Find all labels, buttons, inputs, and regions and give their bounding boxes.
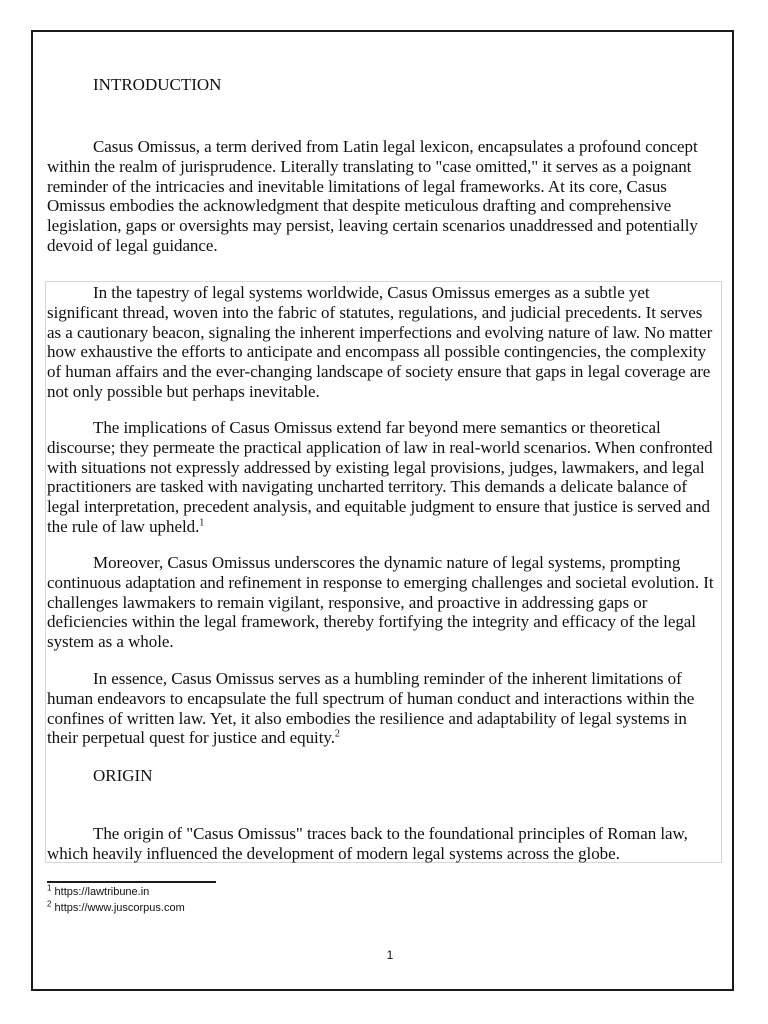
paragraph-1: Casus Omissus, a term derived from Latin legal lexicon, encapsulates a profound concept within the realm of jurisprudence. Literally translating to "case omitted," it serves as a poignant reminder of the intricacies and inevitable limitations of legal frameworks. At its core, Casus Omissus embodies the acknowledgment that despite meticulous drafting and comprehensive legislation, gaps or oversights may persist, leaving certain scenarios unaddressed and potentially devoid of legal guidance. <box>47 137 698 255</box>
heading-origin: ORIGIN <box>93 766 153 785</box>
paragraph-2: In the tapestry of legal systems worldwide, Casus Omissus emerges as a subtle yet significant thread, woven into the fabric of statutes, regulations, and judicial precedents. It serves as a cautionary beacon, signaling the inherent imperfections and evolving nature of law. No matter how exhaustive the efforts to anticipate and encompass all possible contingencies, the complexity of human affairs and the ever-changing landscape of society ensure that gaps in legal coverage are not only possible but perhaps inevitable. <box>47 283 713 401</box>
paragraph-6: The origin of "Casus Omissus" traces back to the foundational principles of Roman law, which heavily influenced the development of modern legal systems across the globe. <box>47 824 688 863</box>
paragraph-5 <box>47 669 719 748</box>
footnote-ref-2[interactable]: 2 <box>334 728 340 740</box>
page-number: 1 <box>386 948 394 962</box>
footnote-marker: 2 <box>47 899 52 909</box>
footnote-separator <box>47 881 216 883</box>
paragraph-4: Moreover, Casus Omissus underscores the dynamic nature of legal systems, prompting continuous adaptation and refinement in response to emerging challenges and societal evolution. It challenges lawmakers to remain vigilant, responsive, and proactive in addressing gaps or deficiencies within the legal framework, thereby fortifying the integrity and efficacy of the legal system as a whole. <box>47 553 714 652</box>
paragraph-3 <box>47 418 719 537</box>
footnote-1 <box>47 885 149 899</box>
paragraph-3-text: The implications of Casus Omissus extend far beyond mere semantics or theoretical discourse; they permeate the practical application of law in real-world scenarios. When confronted with situations not expressly addressed by existing legal provisions, judges, lawmakers, and legal practitioners are tasked with navigating uncharted territory. This demands a delicate balance of legal interpretation, precedent analysis, and equitable judgment to ensure that justice is served and the rule of law upheld. <box>47 418 713 536</box>
footnote-link[interactable]: https://lawtribune.in <box>54 886 150 898</box>
footnote-marker: 1 <box>47 883 52 893</box>
heading-introduction: INTRODUCTION <box>93 75 222 94</box>
footnote-ref-1[interactable]: 1 <box>199 517 205 529</box>
paragraph-5-text: In essence, Casus Omissus serves as a humbling reminder of the inherent limitations of human endeavors to encapsulate the full spectrum of human conduct and interactions within the confines of written law. Yet, it also embodies the resilience and adaptability of legal systems in their perpetual quest for justice and equity. <box>47 669 695 748</box>
footnote-link[interactable]: https://www.juscorpus.com <box>54 902 185 914</box>
footnote-2 <box>47 901 185 915</box>
